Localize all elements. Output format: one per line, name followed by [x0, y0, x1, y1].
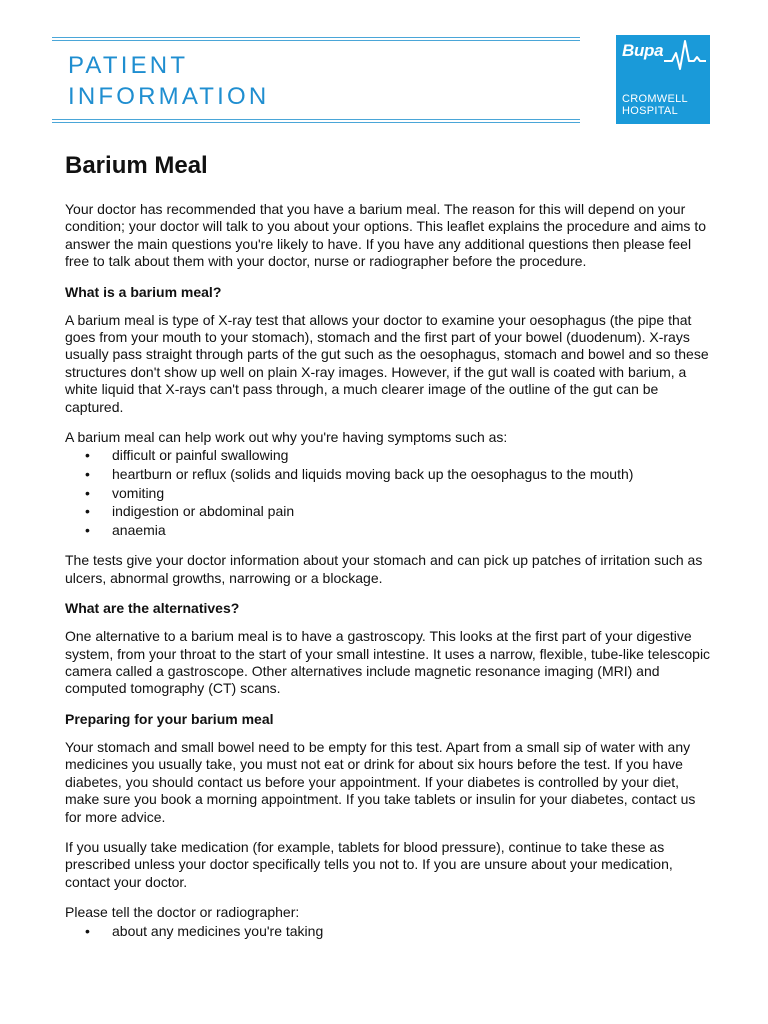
header-rule-top-2 — [52, 40, 580, 41]
document-body — [65, 150, 715, 953]
header-title-line1: PATIENT — [68, 52, 189, 79]
tell-list — [65, 922, 715, 941]
section-heading-preparing: Preparing for your barium meal — [65, 710, 274, 727]
logo-org-line2: HOSPITAL — [622, 105, 678, 117]
list-item: • heartburn or reflux (solids and liquids moving back up the oesophagus to the mouth) — [65, 465, 715, 484]
symptoms-intro: A barium meal can help work out why you're having symptoms such as: — [65, 429, 508, 446]
section-heading-what-is: What is a barium meal? — [65, 283, 222, 300]
list-item: • vomiting — [65, 484, 715, 503]
header-rule-top — [52, 37, 580, 38]
header-rule-bottom — [52, 119, 580, 120]
tell-intro: Please tell the doctor or radiographer: — [65, 904, 300, 921]
section-heading-alternatives: What are the alternatives? — [65, 600, 240, 617]
preparing-paragraph-2: If you usually take medication (for example, tablets for blood pressure), continue to take these as prescribed unless your doctor specifically tells you not to. If you are unsure about your medication, contact your doctor. — [65, 838, 673, 890]
bupa-cromwell-logo — [616, 35, 710, 124]
preparing-paragraph-1: Your stomach and small bowel need to be empty for this test. Apart from a small sip of water with any medicines you usually take, you must not eat or drink for about six hours before the test. If you have diabetes, you should contact us before your appointment. If your diabetes is controlled by your diet, make sure you book a morning appointment. If you take tablets or insulin for your diabetes, contact us for more advice. — [65, 738, 696, 825]
list-item: • indigestion or abdominal pain — [65, 502, 715, 521]
patient-information-heading — [68, 50, 269, 112]
what-is-paragraph: A barium meal is type of X-ray test that allows your doctor to examine your oesophagus (the pipe that goes from your mouth to your stomach), stomach and the first part of your bowel (duodenum). X-rays usually pass straight through parts of the gut such as the oesophagus, stomach and bowel and so these structures don't show up well on plain X-ray images. However, if the gut wall is coated with barium, a white liquid that X-rays can't pass through, a much clearer image of the outline of the gut can be captured. — [65, 311, 709, 415]
logo-org-name — [622, 93, 688, 117]
heartbeat-icon — [664, 39, 706, 75]
symptoms-list — [65, 446, 715, 539]
list-item: • anaemia — [65, 521, 715, 540]
logo-brand: Bupa — [622, 41, 664, 60]
document-title: Barium Meal — [65, 152, 208, 179]
tests-paragraph: The tests give your doctor information about your stomach and can pick up patches of irritation such as ulcers, abnormal growths, narrowing or a blockage. — [65, 552, 703, 586]
alternatives-paragraph: One alternative to a barium meal is to have a gastroscopy. This looks at the first part of your digestive system, from your throat to the start of your small intestine. It uses a narrow, flexible, tube-like telescopic camera called a gastroscope. Other alternatives include magnetic resonance imaging (MRI) and computed tomography (CT) scans. — [65, 628, 711, 697]
list-item: • about any medicines you're taking — [65, 922, 715, 941]
logo-org-line1: CROMWELL — [622, 93, 688, 105]
header-title-line2: INFORMATION — [68, 83, 270, 110]
intro-paragraph: Your doctor has recommended that you have a barium meal. The reason for this will depend on your condition; your doctor will talk to you about your options. This leaflet explains the procedure and aims to answer the main questions you're likely to have. If you have any additional questions then please feel free to talk about them with your doctor, nurse or radiographer before the procedure. — [65, 201, 706, 270]
header-rule-bottom-2 — [52, 122, 580, 123]
list-item: • difficult or painful swallowing — [65, 446, 715, 465]
